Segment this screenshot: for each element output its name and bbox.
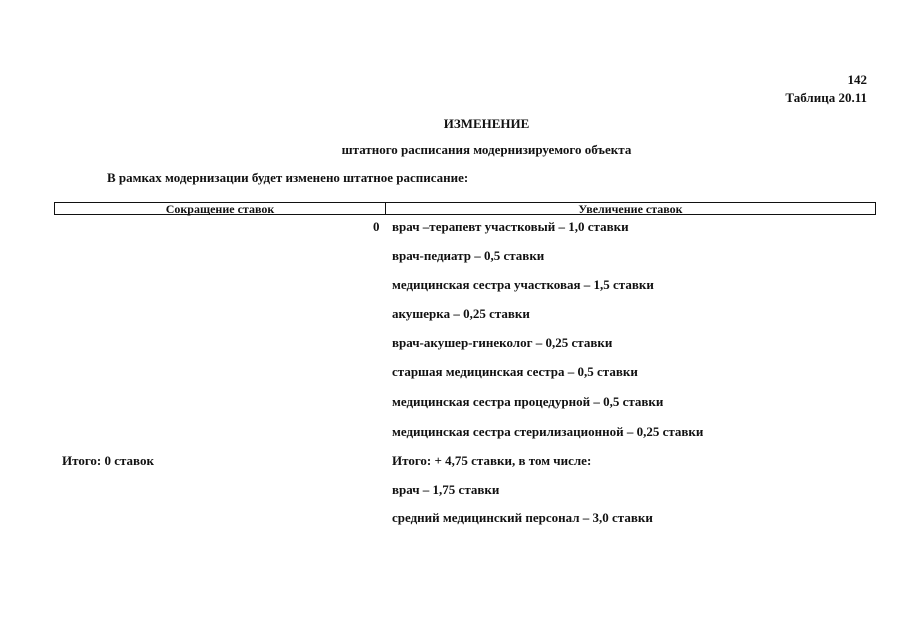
increase-item: врач –терапевт участковый – 1,0 ставки — [392, 219, 629, 234]
increase-breakdown-item: средний медицинский персонал – 3,0 ставки — [392, 510, 653, 525]
increase-breakdown-item: врач – 1,75 ставки — [392, 482, 500, 497]
increase-item: медицинская сестра участковая – 1,5 ставки — [392, 277, 654, 292]
increase-item: медицинская сестра процедурной – 0,5 ставки — [392, 394, 664, 409]
increase-item: старшая медицинская сестра – 0,5 ставки — [392, 364, 638, 379]
increase-item: медицинская сестра стерилизационной – 0,25 ставки — [392, 424, 704, 439]
page-number: 142 — [847, 72, 867, 87]
column-header-reduction: Сокращение ставок — [55, 203, 386, 214]
reduction-total: Итого: 0 ставок — [62, 453, 154, 468]
reduction-value: 0 — [373, 219, 380, 234]
table-number: Таблица 20.11 — [785, 90, 867, 105]
table-header — [54, 202, 876, 215]
increase-item: акушерка – 0,25 ставки — [392, 306, 530, 321]
document-subtitle: штатного расписания модернизируемого объекта — [341, 142, 632, 157]
increase-item: врач-педиатр – 0,5 ставки — [392, 248, 545, 263]
column-header-increase: Увеличение ставок — [578, 202, 683, 216]
intro-text: В рамках модернизации будет изменено штатное расписание: — [107, 170, 469, 185]
increase-item: врач-акушер-гинеколог – 0,25 ставки — [392, 335, 613, 350]
document-title: ИЗМЕНЕНИЕ — [443, 116, 530, 131]
increase-total: Итого: + 4,75 ставки, в том числе: — [392, 453, 592, 468]
